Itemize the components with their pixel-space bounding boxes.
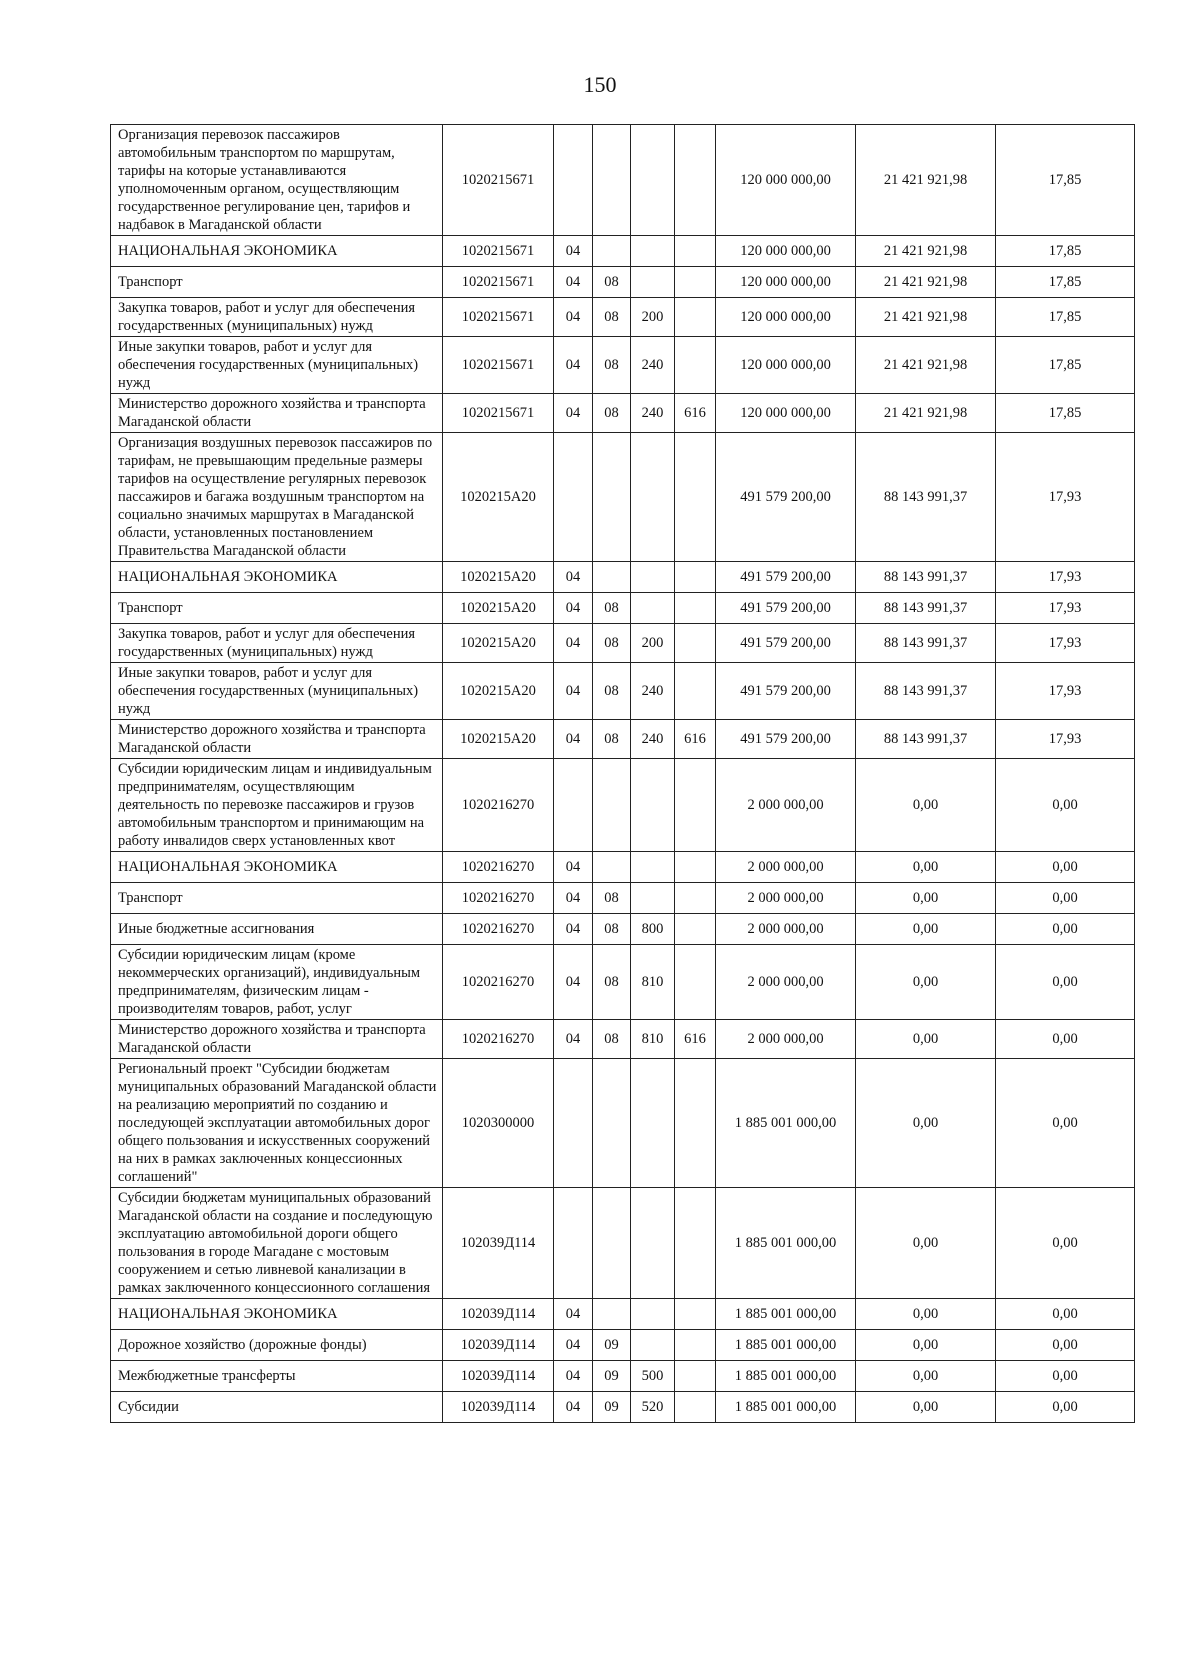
row-name: Организация воздушных перевозок пассажиров по тарифам, не превышающим предельные размеры тарифов на осуществление регулярных перевозок пассажиров и багажа воздушным транспортом на социально значимых маршрутах в Магаданской области, установленных постановлением Правительства Магаданской области (111, 433, 443, 562)
execution-percent: 0,00 (996, 883, 1135, 914)
target-code: 102039Д114 (443, 1361, 554, 1392)
expense-type-code (631, 852, 675, 883)
expense-type-code: 200 (631, 298, 675, 337)
plan-amount: 1 885 001 000,00 (716, 1392, 856, 1423)
actual-amount: 0,00 (856, 945, 996, 1020)
expense-type-code: 240 (631, 720, 675, 759)
subsection-code (593, 1188, 631, 1299)
actual-amount: 88 143 991,37 (856, 720, 996, 759)
actual-amount: 21 421 921,98 (856, 236, 996, 267)
plan-amount: 2 000 000,00 (716, 759, 856, 852)
ministry-code (675, 1392, 716, 1423)
plan-amount: 2 000 000,00 (716, 945, 856, 1020)
execution-percent: 0,00 (996, 1330, 1135, 1361)
target-code: 1020215А20 (443, 562, 554, 593)
ministry-code (675, 624, 716, 663)
table-row (111, 593, 1135, 624)
plan-amount: 120 000 000,00 (716, 267, 856, 298)
subsection-code (593, 1299, 631, 1330)
actual-amount: 0,00 (856, 1059, 996, 1188)
row-name: НАЦИОНАЛЬНАЯ ЭКОНОМИКА (111, 236, 443, 267)
execution-percent: 17,93 (996, 593, 1135, 624)
subsection-code (593, 759, 631, 852)
ministry-code (675, 663, 716, 720)
target-code: 1020215671 (443, 337, 554, 394)
actual-amount: 0,00 (856, 1361, 996, 1392)
expense-type-code (631, 593, 675, 624)
plan-amount: 2 000 000,00 (716, 914, 856, 945)
plan-amount: 120 000 000,00 (716, 394, 856, 433)
row-name: Транспорт (111, 267, 443, 298)
execution-percent: 0,00 (996, 1299, 1135, 1330)
ministry-code (675, 1299, 716, 1330)
row-name: Министерство дорожного хозяйства и транспорта Магаданской области (111, 1020, 443, 1059)
expense-type-code: 810 (631, 945, 675, 1020)
row-name: Министерство дорожного хозяйства и транспорта Магаданской области (111, 720, 443, 759)
plan-amount: 1 885 001 000,00 (716, 1059, 856, 1188)
actual-amount: 0,00 (856, 883, 996, 914)
plan-amount: 2 000 000,00 (716, 1020, 856, 1059)
plan-amount: 1 885 001 000,00 (716, 1188, 856, 1299)
actual-amount: 21 421 921,98 (856, 267, 996, 298)
section-code (554, 1188, 593, 1299)
section-code: 04 (554, 914, 593, 945)
section-code: 04 (554, 298, 593, 337)
subsection-code (593, 125, 631, 236)
target-code: 102039Д114 (443, 1299, 554, 1330)
subsection-code (593, 1059, 631, 1188)
ministry-code (675, 759, 716, 852)
target-code: 1020215А20 (443, 593, 554, 624)
expense-type-code (631, 267, 675, 298)
row-name: Субсидии юридическим лицам (кроме некоммерческих организаций), индивидуальным предпринимателям, физическим лицам - производителям товаров, работ, услуг (111, 945, 443, 1020)
expense-type-code (631, 1299, 675, 1330)
expense-type-code (631, 759, 675, 852)
subsection-code: 09 (593, 1330, 631, 1361)
section-code: 04 (554, 1020, 593, 1059)
actual-amount: 0,00 (856, 759, 996, 852)
target-code: 1020215А20 (443, 433, 554, 562)
actual-amount: 0,00 (856, 1188, 996, 1299)
plan-amount: 120 000 000,00 (716, 125, 856, 236)
actual-amount: 0,00 (856, 852, 996, 883)
execution-percent: 17,93 (996, 720, 1135, 759)
table-row (111, 759, 1135, 852)
row-name: Иные закупки товаров, работ и услуг для обеспечения государственных (муниципальных) нужд (111, 337, 443, 394)
subsection-code: 08 (593, 624, 631, 663)
table-row (111, 1392, 1135, 1423)
target-code: 1020216270 (443, 914, 554, 945)
subsection-code: 08 (593, 945, 631, 1020)
row-name: Закупка товаров, работ и услуг для обеспечения государственных (муниципальных) нужд (111, 298, 443, 337)
ministry-code (675, 236, 716, 267)
execution-percent: 0,00 (996, 1361, 1135, 1392)
plan-amount: 491 579 200,00 (716, 663, 856, 720)
ministry-code: 616 (675, 394, 716, 433)
target-code: 102039Д114 (443, 1188, 554, 1299)
section-code (554, 759, 593, 852)
execution-percent: 17,85 (996, 125, 1135, 236)
subsection-code: 08 (593, 593, 631, 624)
execution-percent: 17,93 (996, 663, 1135, 720)
target-code: 1020215671 (443, 125, 554, 236)
plan-amount: 1 885 001 000,00 (716, 1299, 856, 1330)
row-name: Организация перевозок пассажиров автомобильным транспортом по маршрутам, тарифы на которые устанавливаются уполномоченным органом, осуществляющим государственное регулирование цен, тарифов и надбавок в Магаданской области (111, 125, 443, 236)
actual-amount: 0,00 (856, 1330, 996, 1361)
table-row (111, 433, 1135, 562)
plan-amount: 491 579 200,00 (716, 593, 856, 624)
table-row (111, 394, 1135, 433)
expense-type-code: 240 (631, 663, 675, 720)
section-code: 04 (554, 562, 593, 593)
subsection-code: 08 (593, 267, 631, 298)
execution-percent: 0,00 (996, 1188, 1135, 1299)
table-row (111, 945, 1135, 1020)
section-code: 04 (554, 337, 593, 394)
subsection-code: 08 (593, 914, 631, 945)
row-name: Министерство дорожного хозяйства и транспорта Магаданской области (111, 394, 443, 433)
expense-type-code (631, 1330, 675, 1361)
ministry-code (675, 883, 716, 914)
row-name: Иные бюджетные ассигнования (111, 914, 443, 945)
execution-percent: 17,85 (996, 267, 1135, 298)
actual-amount: 21 421 921,98 (856, 298, 996, 337)
row-name: Субсидии (111, 1392, 443, 1423)
subsection-code: 08 (593, 394, 631, 433)
expense-type-code: 200 (631, 624, 675, 663)
subsection-code: 08 (593, 663, 631, 720)
execution-percent: 17,85 (996, 337, 1135, 394)
section-code: 04 (554, 267, 593, 298)
row-name: НАЦИОНАЛЬНАЯ ЭКОНОМИКА (111, 562, 443, 593)
expense-type-code: 500 (631, 1361, 675, 1392)
section-code: 04 (554, 720, 593, 759)
target-code: 1020216270 (443, 759, 554, 852)
ministry-code (675, 945, 716, 1020)
expense-type-code (631, 236, 675, 267)
execution-percent: 0,00 (996, 852, 1135, 883)
section-code: 04 (554, 1330, 593, 1361)
actual-amount: 0,00 (856, 1392, 996, 1423)
expense-type-code (631, 1059, 675, 1188)
target-code: 1020215А20 (443, 663, 554, 720)
expense-type-code: 800 (631, 914, 675, 945)
table-row (111, 125, 1135, 236)
actual-amount: 0,00 (856, 1299, 996, 1330)
actual-amount: 88 143 991,37 (856, 663, 996, 720)
ministry-code (675, 852, 716, 883)
expense-type-code: 240 (631, 337, 675, 394)
execution-percent: 0,00 (996, 759, 1135, 852)
expense-type-code (631, 433, 675, 562)
section-code: 04 (554, 624, 593, 663)
target-code: 1020215671 (443, 236, 554, 267)
ministry-code (675, 125, 716, 236)
execution-percent: 0,00 (996, 1059, 1135, 1188)
execution-percent: 0,00 (996, 945, 1135, 1020)
row-name: НАЦИОНАЛЬНАЯ ЭКОНОМИКА (111, 1299, 443, 1330)
actual-amount: 0,00 (856, 914, 996, 945)
row-name: Иные закупки товаров, работ и услуг для обеспечения государственных (муниципальных) нужд (111, 663, 443, 720)
row-name: Межбюджетные трансферты (111, 1361, 443, 1392)
actual-amount: 0,00 (856, 1020, 996, 1059)
row-name: Транспорт (111, 593, 443, 624)
plan-amount: 491 579 200,00 (716, 624, 856, 663)
plan-amount: 491 579 200,00 (716, 433, 856, 562)
subsection-code: 08 (593, 720, 631, 759)
execution-percent: 0,00 (996, 1392, 1135, 1423)
section-code (554, 1059, 593, 1188)
subsection-code: 08 (593, 337, 631, 394)
row-name: Субсидии юридическим лицам и индивидуальным предпринимателям, осуществляющим деятельность по перевозке пассажиров и грузов автомобильным транспортом и принимающим на работу инвалидов сверх установленных квот (111, 759, 443, 852)
section-code (554, 433, 593, 562)
page-number: 150 (583, 72, 617, 97)
table-row (111, 852, 1135, 883)
section-code: 04 (554, 1361, 593, 1392)
budget-table (110, 124, 1135, 1423)
expense-type-code (631, 883, 675, 914)
expense-type-code (631, 125, 675, 236)
section-code: 04 (554, 852, 593, 883)
row-name: Закупка товаров, работ и услуг для обеспечения государственных (муниципальных) нужд (111, 624, 443, 663)
execution-percent: 17,85 (996, 394, 1135, 433)
ministry-code: 616 (675, 1020, 716, 1059)
section-code: 04 (554, 945, 593, 1020)
subsection-code: 08 (593, 1020, 631, 1059)
ministry-code (675, 1330, 716, 1361)
target-code: 102039Д114 (443, 1330, 554, 1361)
plan-amount: 120 000 000,00 (716, 298, 856, 337)
row-name: Региональный проект "Субсидии бюджетам муниципальных образований Магаданской области на реализацию мероприятий по созданию и последующей эксплуатации автомобильных дорог общего пользования и искусственных сооружений на них в рамках заключенных концессионных соглашений" (111, 1059, 443, 1188)
actual-amount: 21 421 921,98 (856, 125, 996, 236)
subsection-code (593, 236, 631, 267)
execution-percent: 17,93 (996, 433, 1135, 562)
table-row (111, 298, 1135, 337)
ministry-code (675, 433, 716, 562)
table-row (111, 663, 1135, 720)
section-code: 04 (554, 663, 593, 720)
actual-amount: 88 143 991,37 (856, 433, 996, 562)
target-code: 1020216270 (443, 852, 554, 883)
expense-type-code: 810 (631, 1020, 675, 1059)
ministry-code (675, 1188, 716, 1299)
table-row (111, 1059, 1135, 1188)
actual-amount: 21 421 921,98 (856, 394, 996, 433)
section-code: 04 (554, 593, 593, 624)
subsection-code (593, 852, 631, 883)
table-row (111, 914, 1135, 945)
ministry-code (675, 298, 716, 337)
section-code: 04 (554, 883, 593, 914)
row-name: Дорожное хозяйство (дорожные фонды) (111, 1330, 443, 1361)
ministry-code (675, 1059, 716, 1188)
ministry-code: 616 (675, 720, 716, 759)
subsection-code: 09 (593, 1392, 631, 1423)
plan-amount: 120 000 000,00 (716, 337, 856, 394)
ministry-code (675, 562, 716, 593)
expense-type-code (631, 562, 675, 593)
subsection-code: 08 (593, 883, 631, 914)
table-row (111, 883, 1135, 914)
target-code: 1020215671 (443, 394, 554, 433)
execution-percent: 17,85 (996, 236, 1135, 267)
execution-percent: 17,85 (996, 298, 1135, 337)
plan-amount: 2 000 000,00 (716, 883, 856, 914)
table-row (111, 562, 1135, 593)
execution-percent: 17,93 (996, 624, 1135, 663)
actual-amount: 88 143 991,37 (856, 624, 996, 663)
plan-amount: 2 000 000,00 (716, 852, 856, 883)
row-name: Субсидии бюджетам муниципальных образований Магаданской области на создание и последующую эксплуатацию автомобильной дороги общего пользования в городе Магадане с мостовым сооружением и сетью ливневой канализации в рамках заключенного концессионного соглашения (111, 1188, 443, 1299)
actual-amount: 88 143 991,37 (856, 593, 996, 624)
expense-type-code: 240 (631, 394, 675, 433)
ministry-code (675, 337, 716, 394)
table-row (111, 1330, 1135, 1361)
plan-amount: 120 000 000,00 (716, 236, 856, 267)
ministry-code (675, 914, 716, 945)
target-code: 1020216270 (443, 1020, 554, 1059)
table-row (111, 1188, 1135, 1299)
plan-amount: 1 885 001 000,00 (716, 1361, 856, 1392)
ministry-code (675, 1361, 716, 1392)
target-code: 1020215671 (443, 298, 554, 337)
subsection-code: 08 (593, 298, 631, 337)
subsection-code (593, 562, 631, 593)
target-code: 102039Д114 (443, 1392, 554, 1423)
table-row (111, 236, 1135, 267)
plan-amount: 1 885 001 000,00 (716, 1330, 856, 1361)
target-code: 1020216270 (443, 883, 554, 914)
plan-amount: 491 579 200,00 (716, 720, 856, 759)
table-row (111, 624, 1135, 663)
subsection-code: 09 (593, 1361, 631, 1392)
plan-amount: 491 579 200,00 (716, 562, 856, 593)
section-code: 04 (554, 236, 593, 267)
section-code (554, 125, 593, 236)
target-code: 1020215А20 (443, 624, 554, 663)
table-row (111, 1299, 1135, 1330)
table-row (111, 1361, 1135, 1392)
execution-percent: 0,00 (996, 914, 1135, 945)
row-name: НАЦИОНАЛЬНАЯ ЭКОНОМИКА (111, 852, 443, 883)
table-row (111, 337, 1135, 394)
ministry-code (675, 267, 716, 298)
execution-percent: 0,00 (996, 1020, 1135, 1059)
target-code: 1020215671 (443, 267, 554, 298)
subsection-code (593, 433, 631, 562)
table-row (111, 267, 1135, 298)
actual-amount: 21 421 921,98 (856, 337, 996, 394)
actual-amount: 88 143 991,37 (856, 562, 996, 593)
expense-type-code (631, 1188, 675, 1299)
expense-type-code: 520 (631, 1392, 675, 1423)
section-code: 04 (554, 394, 593, 433)
section-code: 04 (554, 1392, 593, 1423)
execution-percent: 17,93 (996, 562, 1135, 593)
table-row (111, 1020, 1135, 1059)
target-code: 1020300000 (443, 1059, 554, 1188)
target-code: 1020215А20 (443, 720, 554, 759)
section-code: 04 (554, 1299, 593, 1330)
target-code: 1020216270 (443, 945, 554, 1020)
table-row (111, 720, 1135, 759)
ministry-code (675, 593, 716, 624)
row-name: Транспорт (111, 883, 443, 914)
